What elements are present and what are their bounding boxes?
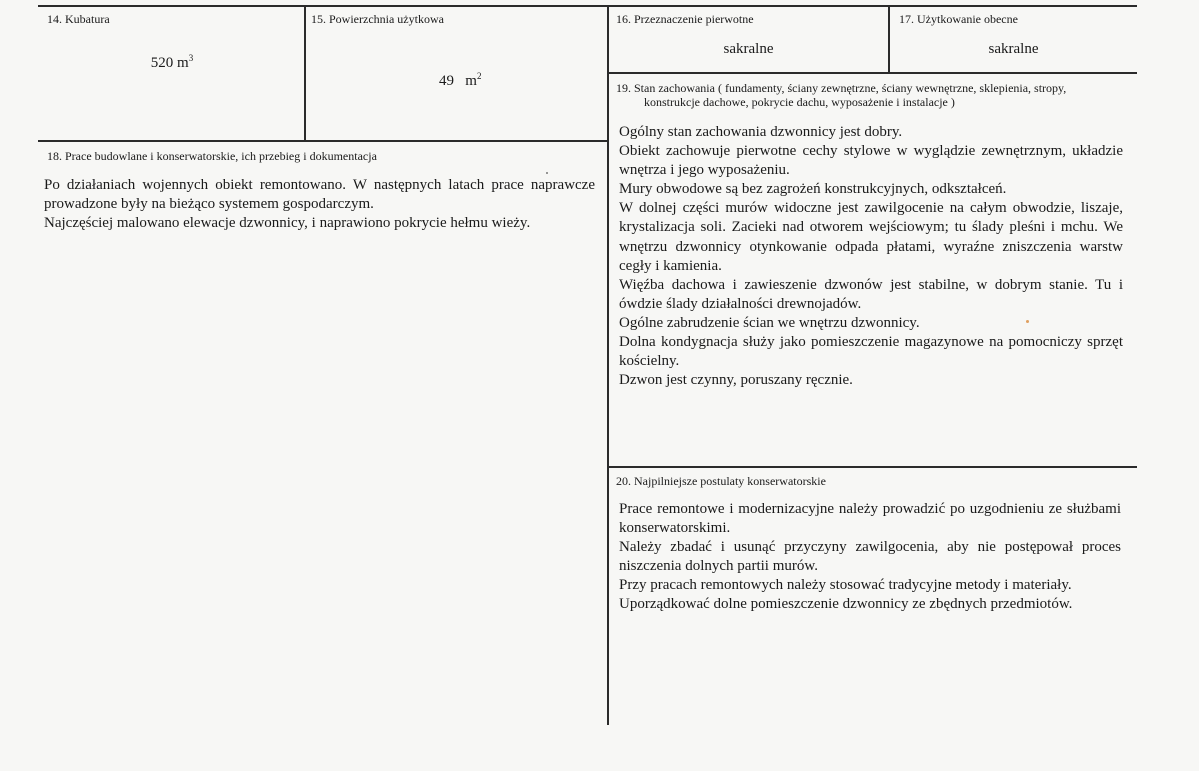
przeznaczenie-label: 16. Przeznaczenie pierwotne bbox=[616, 12, 754, 26]
stan-text bbox=[619, 123, 1123, 390]
stan-paragraph: Więźba dachowa i zawieszenie dzwonów jest stabilne, w dobrym stanie. Tu i ówdzie ślady działalności drewnojadów. bbox=[619, 276, 1123, 312]
stan-paragraph: Mury obwodowe są bez zagrożeń konstrukcyjnych, odkształceń. bbox=[619, 181, 1007, 198]
kubatura-label: 14. Kubatura bbox=[47, 12, 110, 26]
powierzchnia-number: 49 m bbox=[439, 73, 477, 89]
paper-speck bbox=[546, 172, 548, 174]
paper-speck bbox=[1026, 320, 1029, 323]
postulaty-paragraph: Uporządkować dolne pomieszczenie dzwonnicy ze zbędnych przedmiotów. bbox=[619, 596, 1073, 613]
rule-middle-vertical bbox=[607, 5, 609, 725]
postulaty-paragraph: Przy pracach remontowych należy stosować tradycyjne metody i materiały. bbox=[619, 577, 1072, 594]
prace-paragraph: Najczęściej malowano elewacje dzwonnicy, i naprawiono pokrycie hełmu wieży. bbox=[44, 215, 531, 232]
powierzchnia-unit-sup: 2 bbox=[476, 71, 482, 81]
stan-paragraph: Ogólne zabrudzenie ścian we wnętrzu dzwonnicy. bbox=[619, 314, 920, 331]
postulaty-paragraph: Należy zbadać i usunąć przyczyny zawilgocenia, aby nie postępował proces niszczenia dolnych partii murów. bbox=[619, 539, 1121, 575]
kubatura-number: 520 m bbox=[150, 55, 189, 71]
stan-paragraph: Dzwon jest czynny, poruszany ręcznie. bbox=[619, 372, 853, 389]
stan-paragraph: Dolna kondygnacja służy jako pomieszczenie magazynowe na pomocniczy sprzęt kościelny. bbox=[619, 334, 1123, 370]
stan-label-line2: konstrukcje dachowe, pokrycie dachu, wyposażenie i instalacje ) bbox=[644, 95, 955, 109]
uzytkowanie-value: sakralne bbox=[988, 41, 1039, 57]
prace-text bbox=[44, 176, 595, 233]
kubatura-value bbox=[40, 54, 304, 72]
postulaty-label: 20. Najpilniejsze postulaty konserwatorskie bbox=[616, 474, 826, 488]
kubatura-unit-sup: 3 bbox=[188, 53, 194, 63]
rule-16-17-divider bbox=[888, 5, 890, 72]
stan-paragraph: W dolnej części murów widoczne jest zawilgocenie na całym obwodzie, liszaje, krystalizacja soli. Zacieki nad otworem wejściowym; tu ślady pleśni i mchu. We wnętrzu dzwonnicy otynkowanie odpada płatami, wyraźne zniszczenia warstw cegły i kamienia. bbox=[619, 200, 1123, 274]
stan-paragraph: Obiekt zachowuje pierwotne cechy stylowe w wyglądzie zewnętrznym, układzie wnętrza i jego wyposażeniu. bbox=[619, 143, 1123, 179]
rule-above-20 bbox=[609, 466, 1137, 468]
powierzchnia-label: 15. Powierzchnia użytkowa bbox=[311, 12, 444, 26]
top-rule bbox=[38, 5, 1137, 7]
rule-under-16-17 bbox=[609, 72, 1137, 74]
stan-paragraph: Ogólny stan zachowania dzwonnicy jest dobry. bbox=[619, 124, 903, 140]
prace-label: 18. Prace budowlane i konserwatorskie, ich przebieg i dokumentacja bbox=[47, 149, 377, 163]
powierzchnia-value bbox=[306, 54, 607, 90]
przeznaczenie-value: sakralne bbox=[723, 41, 774, 57]
rule-above-18 bbox=[38, 140, 609, 142]
prace-paragraph: Po działaniach wojennych obiekt remontowano. W następnych latach prace naprawcze prowadzone były na bieżąco systemem gospodarczym. bbox=[44, 177, 595, 213]
uzytkowanie-label: 17. Użytkowanie obecne bbox=[899, 12, 1018, 26]
postulaty-text bbox=[619, 500, 1121, 615]
stan-label-line1: 19. Stan zachowania ( fundamenty, ściany zewnętrzne, ściany wewnętrzne, sklepienia, stropy, bbox=[616, 81, 1067, 95]
postulaty-paragraph: Prace remontowe i modernizacyjne należy prowadzić po uzgodnieniu ze służbami konserwatorskimi. bbox=[619, 501, 1121, 537]
